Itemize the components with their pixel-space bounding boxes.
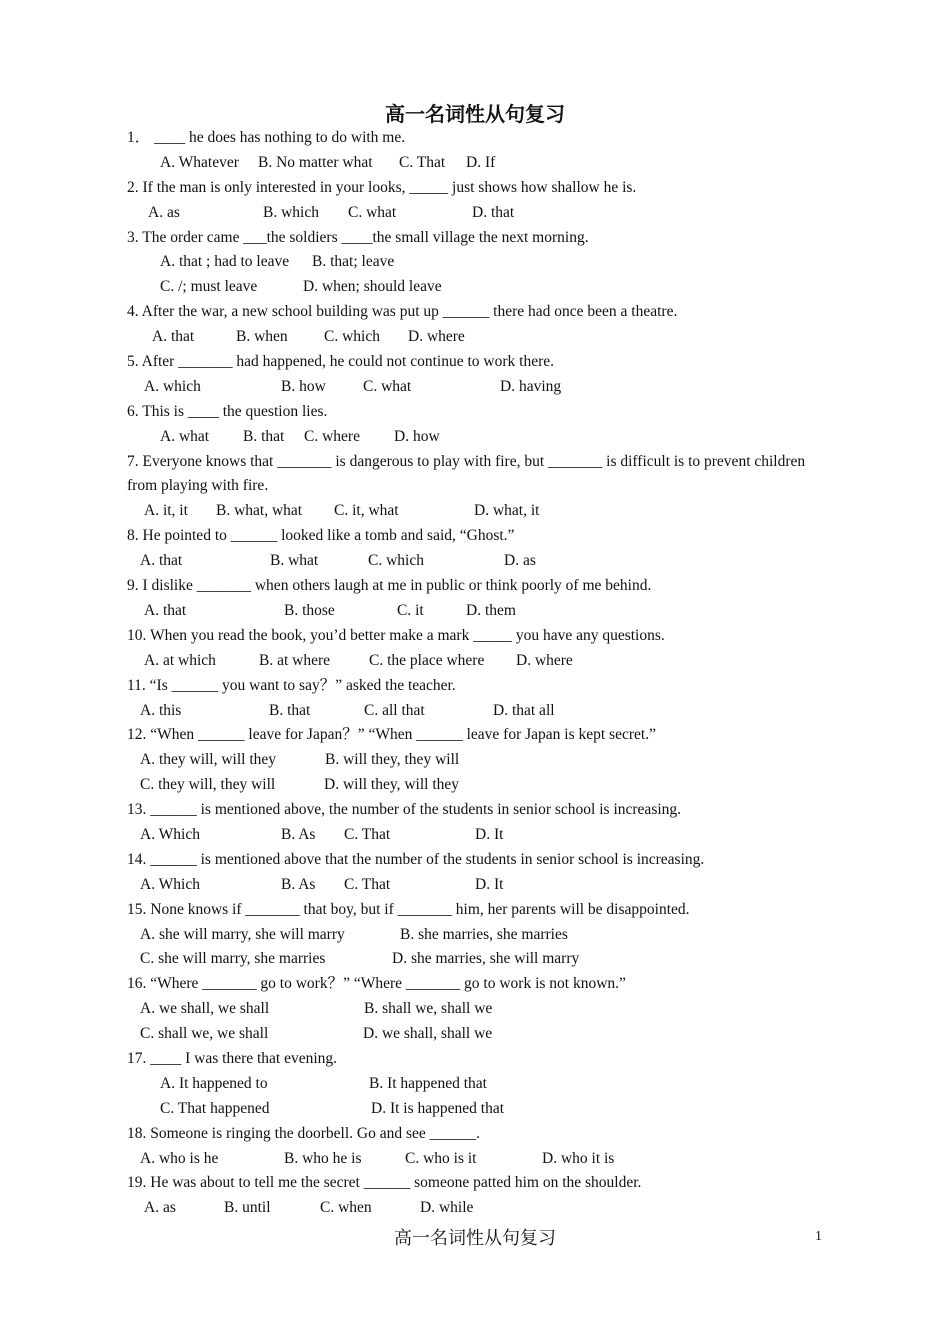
answer-option: A. this [140,701,182,719]
answer-option: D. If [466,153,496,171]
answer-option: C. the place where [369,651,485,669]
option-row [127,873,817,898]
answer-option: C. it, what [334,502,399,520]
answer-option: B. what [270,552,319,570]
answer-option: A. that [152,328,195,346]
question-stem: 1． ____ he does has nothing to do with me. [127,129,406,146]
answer-option: C. where [304,427,360,445]
answer-option: C. shall we, we shall [140,1025,269,1043]
option-row [127,151,817,176]
answer-option: A. it, it [144,502,188,520]
question-stem: 15. None knows if _______ that boy, but if _______ him, her parents will be disappointed. [127,900,690,918]
answer-option: C. who is it [405,1149,477,1167]
answer-option: C. That [344,825,391,843]
answer-option: A. she will marry, she will marry [140,925,345,943]
answer-option: B. she marries, she marries [400,925,568,943]
answer-option: C. it [397,601,424,619]
question-list [127,126,817,1221]
option-row [127,425,817,450]
option-row [127,1022,817,1047]
answer-option: A. that [140,552,183,570]
answer-option: C. That [399,153,446,171]
answer-option: D. where [408,328,465,346]
option-row [127,375,817,400]
answer-option: B. which [263,203,319,221]
answer-option: B. that [269,701,311,719]
answer-option: C. what [363,377,412,395]
question-stem: 6. This is ____ the question lies. [127,402,328,420]
answer-option: A. as [144,1199,176,1217]
answer-option: B. shall we, shall we [364,1000,493,1018]
answer-option: C. what [348,203,397,221]
answer-option: D. we shall, shall we [363,1025,493,1043]
footer-title: 高一名词性从句复习 [394,1228,556,1249]
answer-option: D. where [516,651,573,669]
option-row [127,1147,817,1172]
answer-option: D. who it is [542,1149,615,1167]
page-number: 1 [815,1229,822,1244]
answer-option: A. we shall, we shall [140,1000,270,1018]
answer-option: D. that [472,203,515,221]
option-row [127,923,817,948]
answer-option: B. how [281,377,326,395]
option-row [127,275,817,300]
option-row [127,997,817,1022]
answer-option: A. Which [140,825,200,843]
answer-option: A. what [160,427,210,445]
answer-option: D. having [500,377,562,395]
answer-option: D. that all [493,701,555,719]
answer-option: A. It happened to [160,1074,268,1092]
question-stem: 4. After the war, a new school building was put up ______ there had once been a theatre. [127,303,678,321]
answer-option: C. That [344,875,391,893]
answer-option: C. which [368,552,424,570]
option-row [127,599,817,624]
answer-option: A. which [144,377,201,395]
answer-option: D. them [466,601,516,619]
answer-option: C. /; must leave [160,278,258,296]
answer-option: B. that; leave [312,253,395,271]
question-stem: 5. After _______ had happened, he could not continue to work there. [127,353,554,371]
option-row [127,325,817,350]
answer-option: D. while [420,1199,474,1217]
answer-option: C. all that [364,701,425,719]
answer-option: B. As [281,825,316,843]
option-row [127,1097,817,1122]
option-row [127,1196,817,1221]
option-row [127,250,817,275]
answer-option: A. that ; had to leave [160,253,290,271]
answer-option: B. until [224,1199,271,1217]
question-stem: 17. ____ I was there that evening. [127,1049,338,1067]
answer-option: C. when [320,1199,372,1217]
option-row [127,1072,817,1097]
question-stem: 8. He pointed to ______ looked like a tomb and said, “Ghost.” [127,527,515,545]
question-stem: 2. If the man is only interested in your looks, _____ just shows how shallow he is. [127,178,637,196]
answer-option: D. It is happened that [371,1099,505,1117]
answer-option: B. those [284,601,335,619]
option-row [127,201,817,226]
answer-option: A. who is he [140,1149,219,1167]
answer-option: B. when [236,328,288,346]
answer-option: A. they will, will they [140,751,277,769]
answer-option: A. that [144,601,187,619]
answer-option: D. It [475,875,504,893]
question-stem: 11. “Is ______ you want to say？” asked the teacher. [127,676,456,694]
answer-option: C. she will marry, she marries [140,950,326,968]
answer-option: A. Which [140,875,200,893]
question-stem: 10. When you read the book, you’d better make a mark _____ you have any questions. [127,626,665,644]
question-stem: 18. Someone is ringing the doorbell. Go and see ______. [127,1124,481,1142]
answer-option: A. at which [144,651,216,669]
answer-option: D. how [394,427,440,445]
option-row [127,649,817,674]
answer-option: B. at where [259,651,331,669]
answer-option: A. Whatever [160,153,239,171]
answer-option: B. As [281,875,316,893]
answer-option: B. will they, they will [325,751,460,769]
option-row [127,823,817,848]
answer-option: D. what, it [474,502,540,520]
option-row [127,773,817,798]
answer-option: D. It [475,825,504,843]
answer-option: C. they will, they will [140,776,276,794]
answer-option: A. as [148,203,180,221]
answer-option: D. as [504,552,536,570]
answer-option: B. what, what [216,502,303,520]
answer-option: B. No matter what [258,153,373,171]
option-row [127,499,817,524]
answer-option: B. It happened that [369,1074,487,1092]
option-row [127,947,817,972]
page-title: 高一名词性从句复习 [385,102,565,126]
answer-option: C. which [324,328,380,346]
option-row [127,549,817,574]
answer-option: B. who he is [284,1149,362,1167]
question-stem: 16. “Where _______ go to work？” “Where _______ go to work is not known.” [127,975,626,993]
question-stem: 14. ______ is mentioned above that the number of the students in senior school is increasing. [127,850,705,868]
answer-option: B. that [243,427,285,445]
option-row [127,748,817,773]
question-stem: 3. The order came ___the soldiers ____the small village the next morning. [127,228,589,246]
question-stem: 19. He was about to tell me the secret ______ someone patted him on the shoulder. [127,1174,642,1192]
question-stem: 9. I dislike _______ when others laugh at me in public or think poorly of me behind. [127,577,652,595]
answer-option: D. will they, will they [324,776,460,794]
option-row [127,699,817,724]
answer-option: D. she marries, she will marry [392,950,580,968]
question-stem: 13. ______ is mentioned above, the number of the students in senior school is increasing. [127,801,682,819]
question-stem: 12. “When ______ leave for Japan？” “When ______ leave for Japan is kept secret.” [127,726,656,744]
answer-option: C. That happened [160,1099,270,1117]
answer-option: D. when; should leave [303,278,442,296]
question-stem: 7. Everyone knows that _______ is dangerous to play with fire, but _______ is difficult is to prevent children from playing with fire. [127,452,806,495]
